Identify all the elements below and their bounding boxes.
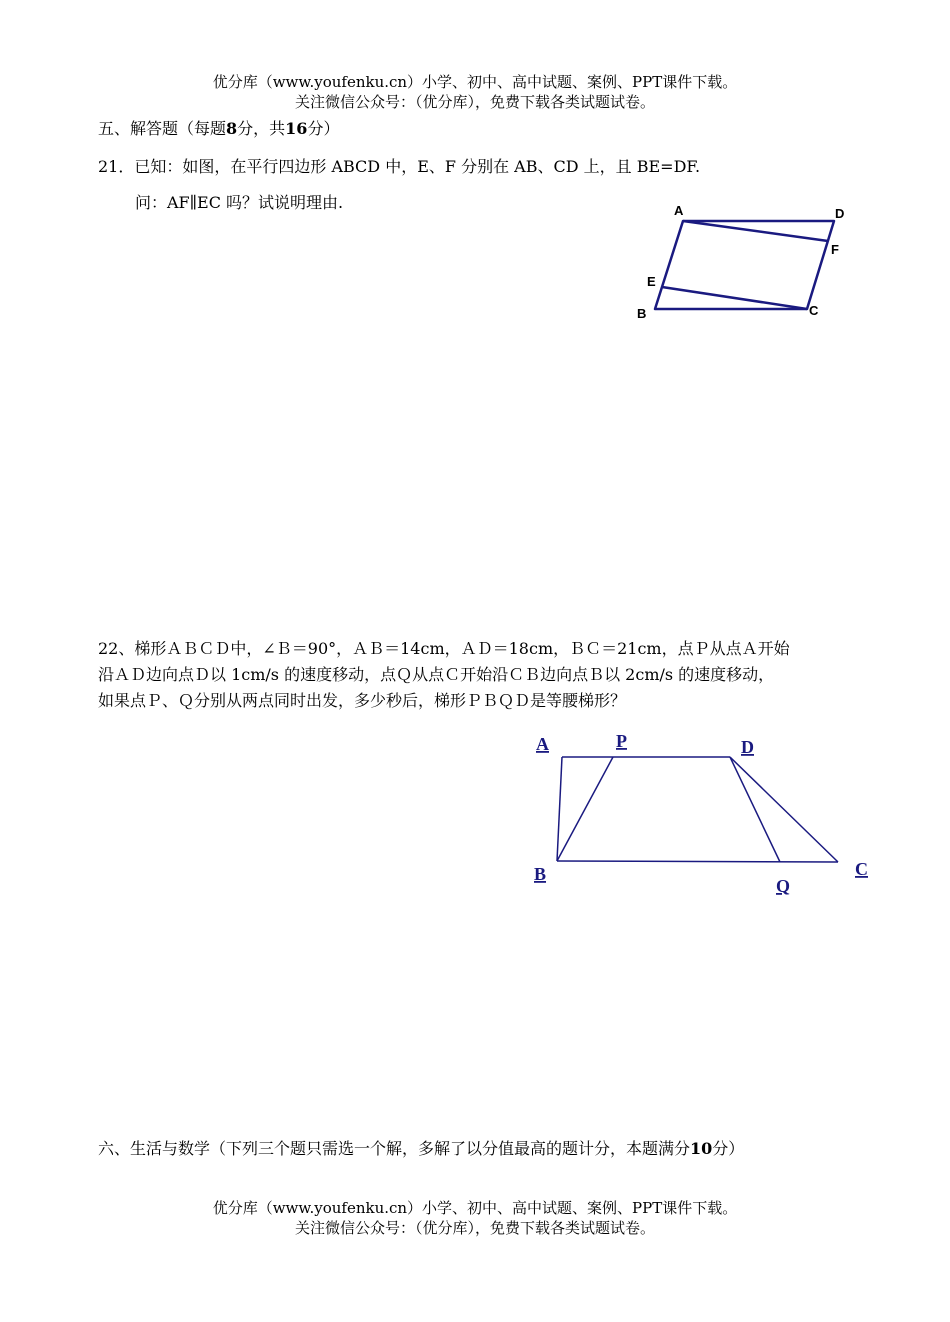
label-d: D bbox=[835, 206, 845, 221]
section-6-title-post: 分） bbox=[712, 1139, 745, 1158]
footer-line-1: 优分库（www.youfenku.cn）小学、初中、高中试题、案例、PPT课件下载。 bbox=[212, 1199, 738, 1217]
section-6-title-pre: 六、生活与数学（下列三个题只需选一个解，多解了以分值最高的题计分，本题满分 bbox=[98, 1139, 691, 1158]
section-5-title-pre: 五、解答题（每题 bbox=[98, 119, 227, 138]
segment-dq bbox=[730, 757, 780, 862]
q22-trapezoid-figure bbox=[525, 725, 885, 900]
segment-ab bbox=[557, 757, 562, 861]
segment-pb bbox=[557, 757, 613, 861]
label-e: E bbox=[647, 274, 656, 289]
label-d: D bbox=[741, 737, 754, 757]
header-line-1: 优分库（www.youfenku.cn）小学、初中、高中试题、案例、PPT课件下载。 bbox=[212, 73, 738, 91]
label-a: A bbox=[674, 203, 684, 218]
parallelogram-abcd bbox=[655, 221, 834, 309]
section-5-title bbox=[98, 118, 339, 140]
label-c: C bbox=[855, 859, 868, 879]
header-line-2: 关注微信公众号：（优分库），免费下载各类试题试卷。 bbox=[294, 93, 655, 111]
section-6-title bbox=[98, 1138, 744, 1160]
section-5-title-mid: 分，共 bbox=[237, 119, 286, 138]
q21-statement: 21．已知：如图，在平行四边形 ABCD 中，E、F 分别在 AB、CD 上，且 BE=DF. bbox=[98, 157, 701, 176]
q21-parallelogram-figure bbox=[625, 198, 865, 328]
segment-bc bbox=[557, 861, 838, 862]
q21-question: 问：AF∥EC 吗？试说明理由. bbox=[135, 193, 344, 212]
label-b: B bbox=[637, 306, 647, 321]
label-q: Q bbox=[776, 876, 791, 896]
label-f: F bbox=[831, 242, 839, 257]
q22-statement-line-3: 如果点Ｐ、Ｑ分别从两点同时出发，多少秒后，梯形ＰＢＱＤ是等腰梯形？ bbox=[98, 691, 627, 710]
label-b: B bbox=[534, 864, 547, 884]
label-a: A bbox=[536, 734, 549, 754]
q22-statement-line-1: 22、梯形ＡＢＣＤ中，∠Ｂ＝90°，ＡＢ＝14cm，ＡＤ＝18cm，ＢＣ＝21cm，点Ｐ从点Ａ开始 bbox=[98, 639, 790, 658]
section-5-points-total: 16 bbox=[285, 119, 308, 138]
segment-ec bbox=[662, 287, 807, 309]
segment-dc bbox=[730, 757, 838, 862]
section-5-points-each: 8 bbox=[226, 119, 238, 138]
footer-line-2: 关注微信公众号：（优分库），免费下载各类试题试卷。 bbox=[294, 1219, 655, 1237]
label-c: C bbox=[809, 303, 819, 318]
label-p: P bbox=[616, 731, 627, 751]
q22-statement-line-2: 沿ＡＤ边向点Ｄ以 1cm/s 的速度移动，点Ｑ从点Ｃ开始沿ＣＢ边向点Ｂ以 2cm/s 的速度移动， bbox=[98, 665, 775, 684]
section-5-title-post: 分） bbox=[307, 119, 340, 138]
section-6-points: 10 bbox=[690, 1139, 713, 1158]
segment-af bbox=[683, 221, 828, 241]
